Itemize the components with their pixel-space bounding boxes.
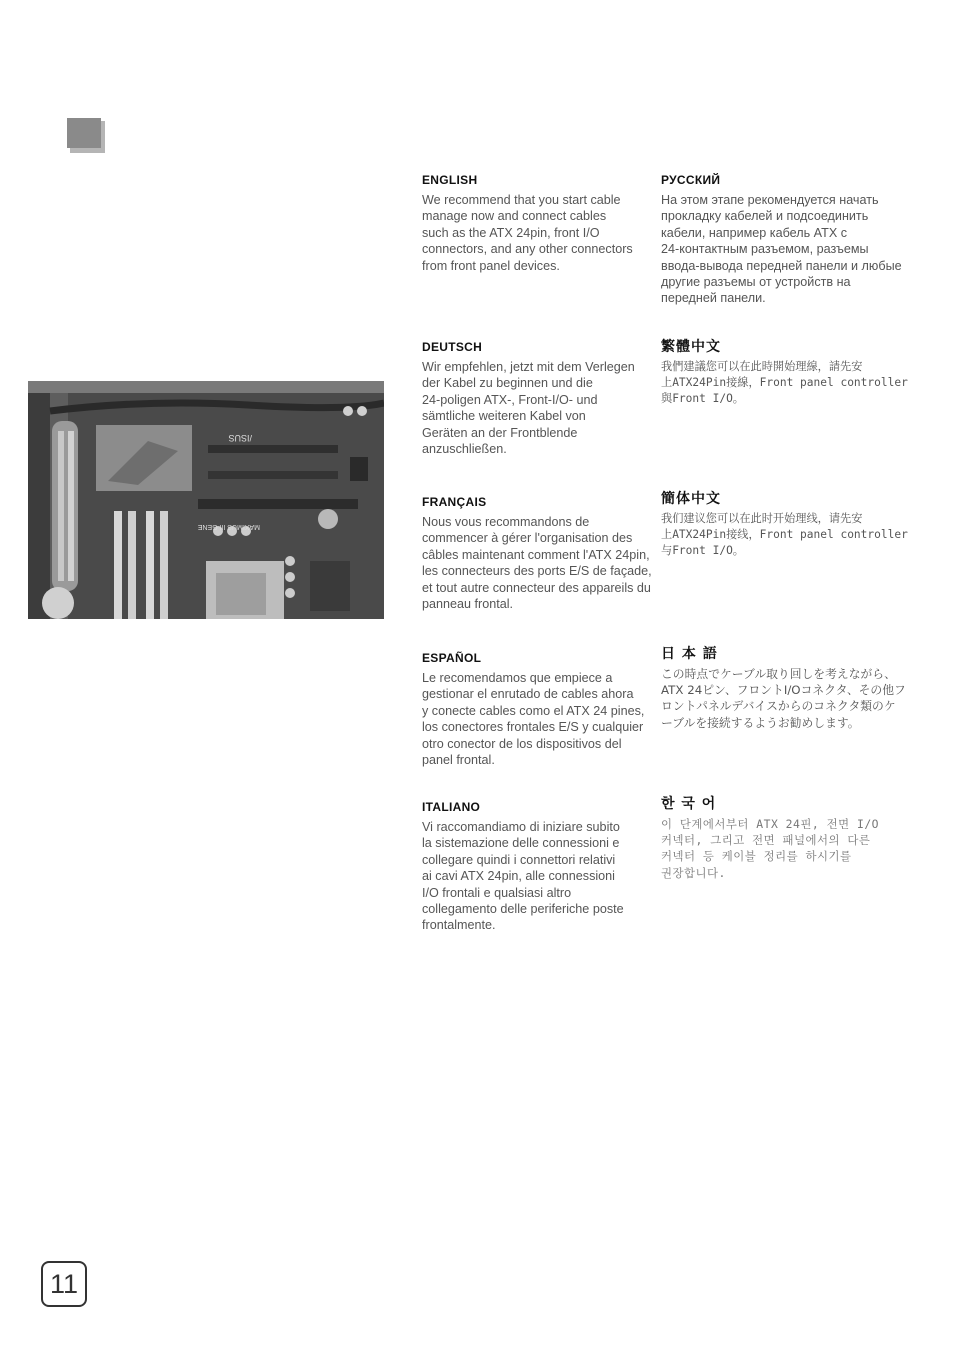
text-french: Nous vous recommandons de commencer à gérer l'organisation des câbles maintenant comment l'ATX 24pin, les connecteurs des ports E/S de façade, et tout autre connecteur des appareils du panneau frontal. (422, 515, 652, 612)
brand-label: /ISUS (228, 433, 252, 443)
heading-japanese: 日 本 語 (661, 646, 718, 662)
text-trad-chinese: 我們建議您可以在此時開始理線，請先安 上ATX24Pin接線，Front panel controller 與Front I/O。 (661, 360, 908, 406)
page-number: 11 (49, 1268, 79, 1299)
section-french (422, 495, 654, 612)
section-trad-chinese (661, 339, 929, 408)
section-english (422, 173, 654, 274)
board-label: MAXIMUS III GENE (197, 523, 260, 530)
section-russian (661, 173, 929, 307)
heading-german: DEUTSCH (422, 340, 483, 354)
text-simp-chinese: 我们建议您可以在此时开始理线，请先安 上ATX24Pin接线，Front panel controller 与Front I/O。 (661, 512, 908, 558)
section-german (422, 340, 654, 457)
text-italian: Vi raccomandiamo di iniziare subito la sistemazione delle connessioni e collegare quindi i connettori relativi ai cavi ATX 24pin, alle connessioni I/O frontali e qualsiasi altro collegamento delle periferiche poste frontalmente. (422, 820, 624, 933)
heading-french: FRANÇAIS (422, 495, 487, 509)
heading-italian: ITALIANO (422, 800, 481, 814)
section-spanish (422, 651, 654, 768)
heading-russian: РУССКИЙ (661, 173, 721, 187)
heading-simp-chinese: 簡体中文 (661, 491, 721, 507)
text-russian: На этом этапе рекомендуется начать прокладку кабелей и подсоединить кабели, например кабель ATX с 24-контактным разъемом, разъемы ввода-вывода передней панели и любые другие разъемы от устройств на передней панели. (661, 193, 902, 306)
heading-trad-chinese: 繁體中文 (661, 339, 721, 355)
text-korean: 이 단계에서부터 ATX 24핀, 전면 I/O 커넥터, 그리고 전면 패널에서의 다른 커넥터 등 케이블 정리를 하시기를 권장합니다. (661, 817, 880, 880)
heading-spanish: ESPAÑOL (422, 651, 482, 665)
section-simp-chinese (661, 491, 929, 560)
text-spanish: Le recomendamos que empiece a gestionar el enrutado de cables ahora y conecte cables como el ATX 24 pines, los conectores frontales E/S y cualquier otro conector de los dispositivos del panel frontal. (422, 671, 645, 768)
motherboard-photo (28, 381, 384, 619)
section-italian (422, 800, 654, 934)
section-marker-square (67, 118, 101, 148)
section-japanese (661, 646, 929, 731)
heading-korean: 한 국 어 (661, 796, 717, 812)
page-number-badge (41, 1261, 87, 1307)
text-japanese: この時点でケーブル取り回しを考えながら、 ATX 24ピン、フロントI/Oコネクタ、その他フ ロントパネルデバイスからのコネクタ類のケ ーブルを接続するようお勧めします。 (661, 667, 906, 730)
motherboard-illustration (28, 381, 384, 619)
heading-english: ENGLISH (422, 173, 478, 187)
text-english: We recommend that you start cable manage now and connect cables such as the ATX 24pin, front I/O connectors, and any other connectors from front panel devices. (422, 193, 633, 273)
section-korean (661, 796, 929, 881)
text-german: Wir empfehlen, jetzt mit dem Verlegen der Kabel zu beginnen und die 24-poligen ATX-, Front-I/O- und sämtliche weiteren Kabel von Geräten an der Frontblende anzuschließen. (422, 360, 635, 457)
